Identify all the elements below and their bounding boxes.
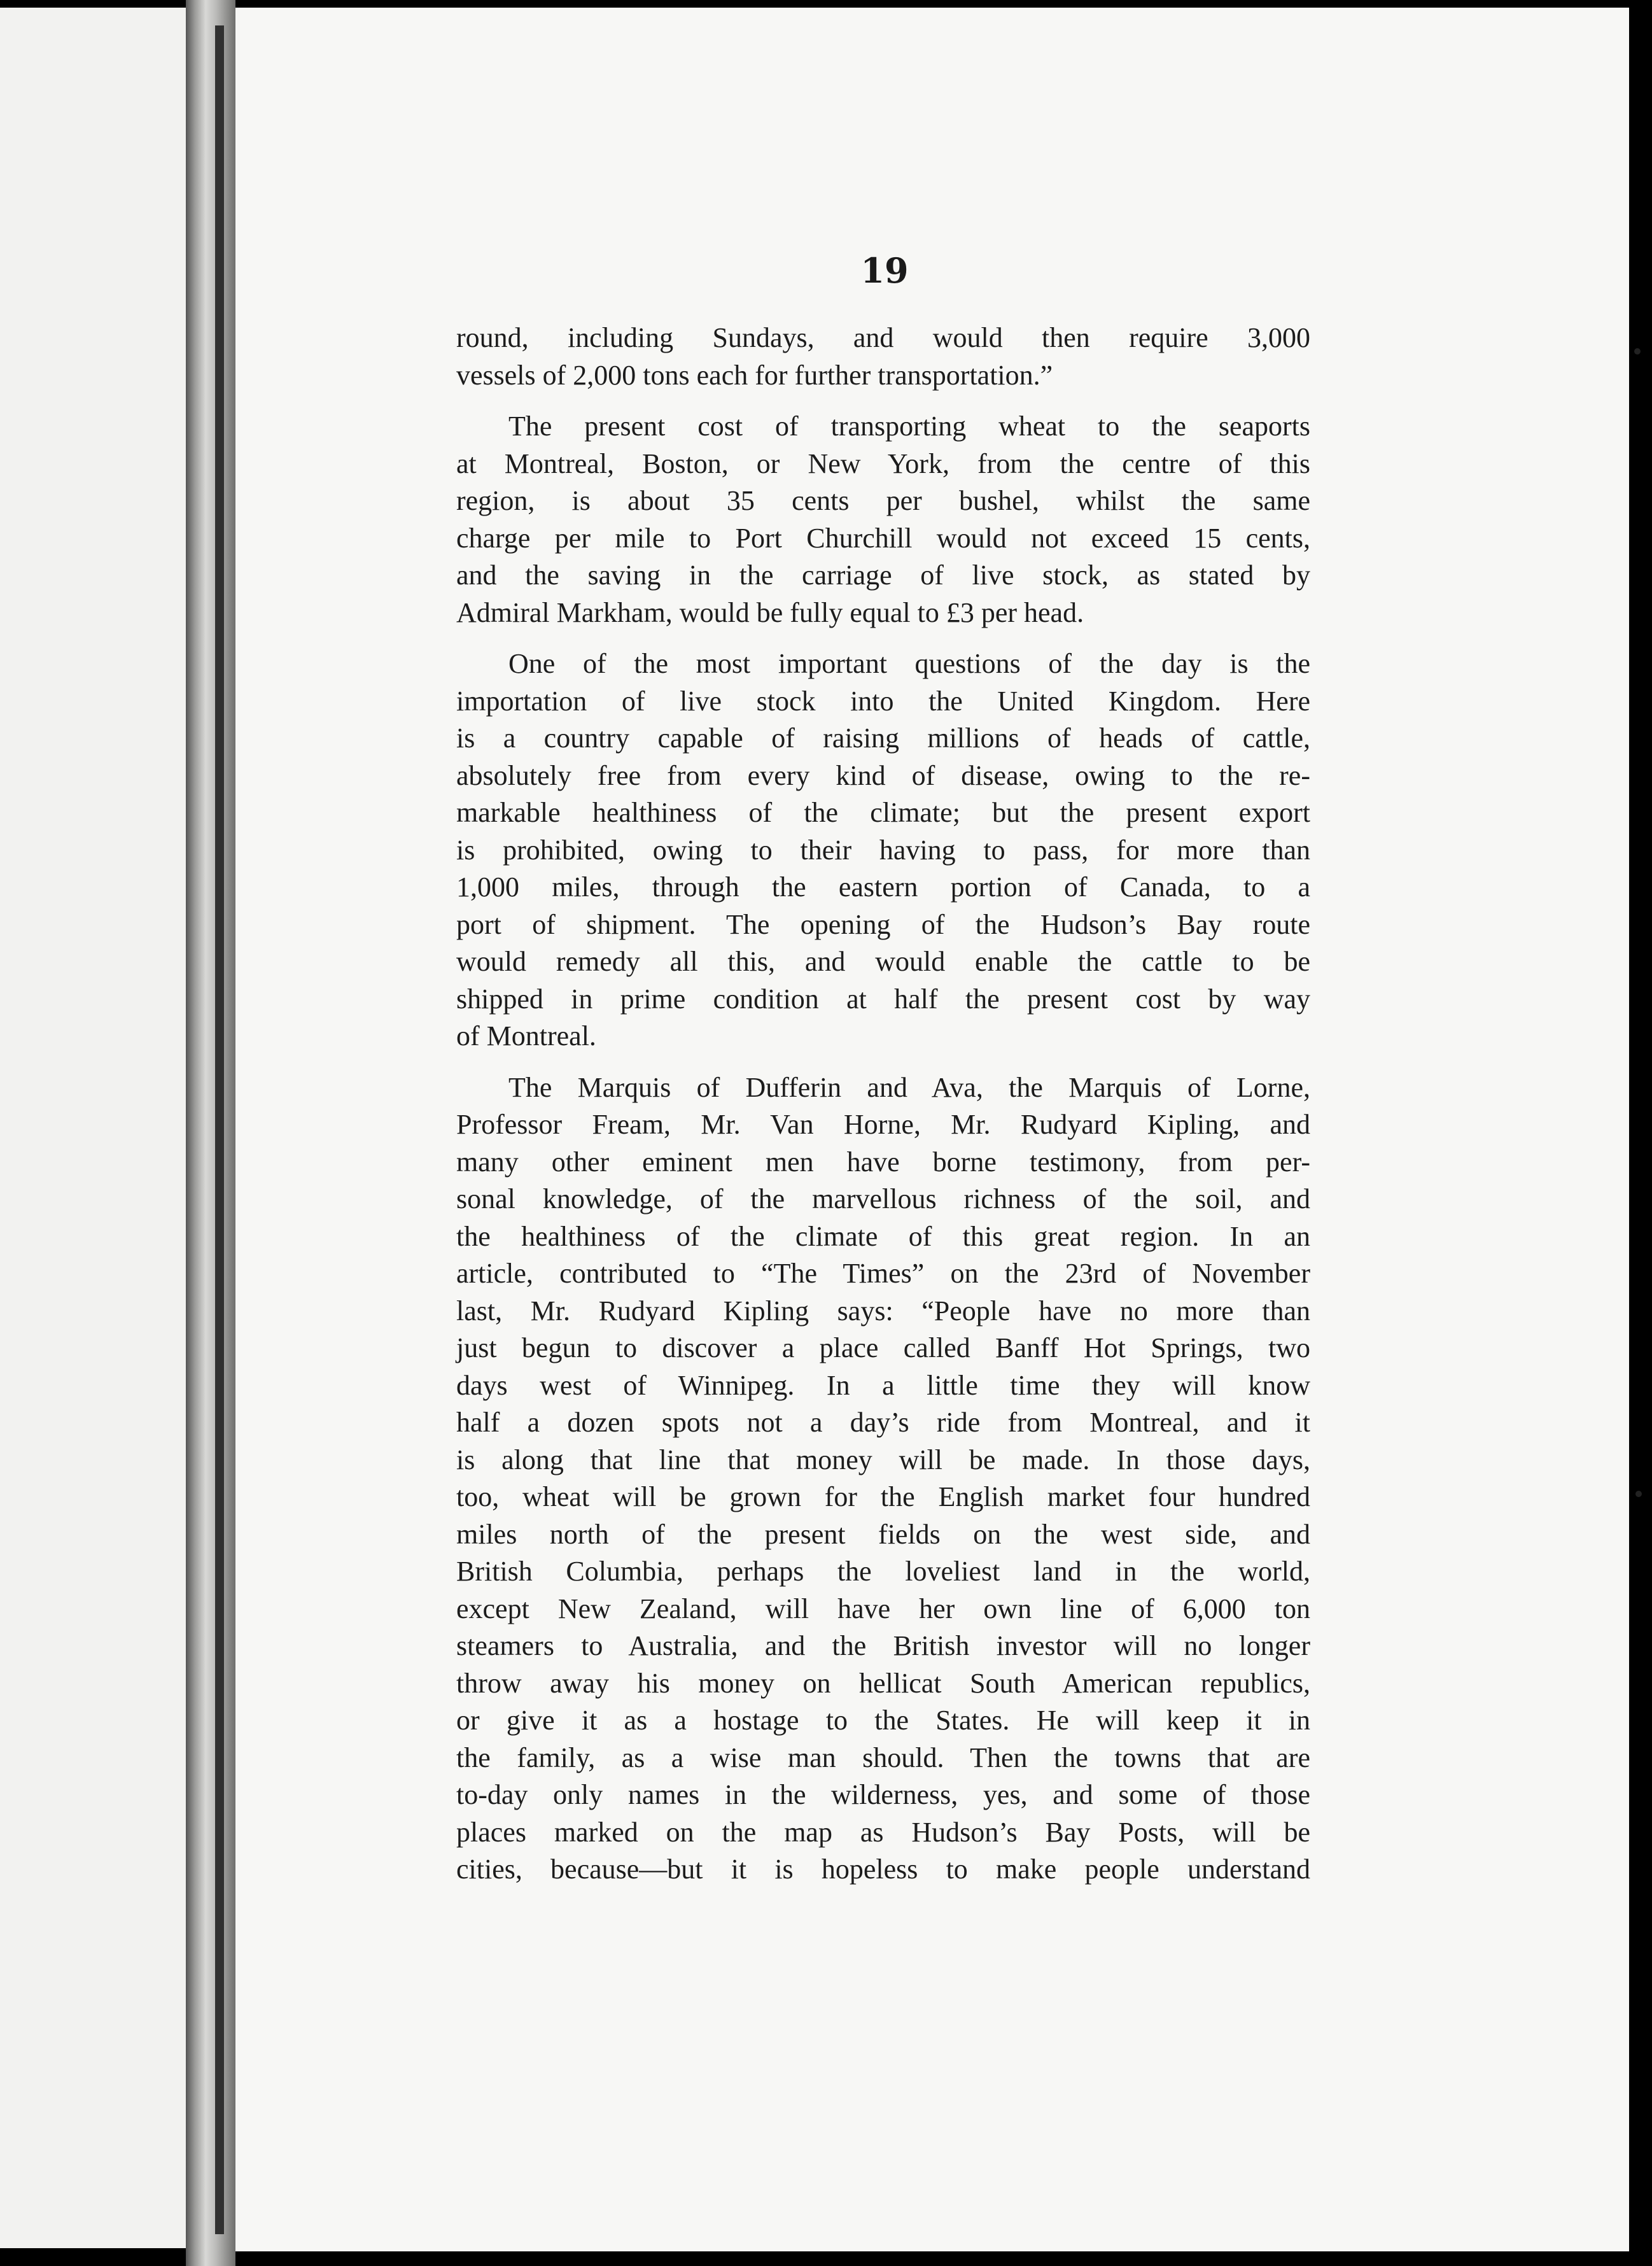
text-line: is a country capable of raising millions of heads of cattle, (456, 722, 1310, 754)
text-line: Professor Fream, Mr. Van Horne, Mr. Rudyard Kipling, and (456, 1109, 1310, 1140)
text-line: throw away his money on hellicat South American republics, (456, 1667, 1310, 1699)
text-line: half a dozen spots not a day’s ride from Montreal, and it (456, 1407, 1310, 1438)
text-line: is prohibited, owing to their having to pass, for more than (456, 834, 1310, 866)
body-text (456, 320, 1310, 1889)
text-line: or give it as a hostage to the States. He will keep it in (456, 1705, 1310, 1736)
page-number: 19 (860, 250, 909, 291)
scan-speck-top (1634, 348, 1641, 355)
paragraph-1 (456, 320, 1310, 394)
text-line: too, wheat will be grown for the English market four hundred (456, 1481, 1310, 1512)
scan-speck-middle (1635, 1491, 1642, 1497)
paragraph-3 (456, 645, 1310, 1055)
binding-shadow (215, 25, 224, 2234)
text-line: The present cost of transporting wheat to the seaports (508, 411, 1310, 442)
text-line: just begun to discover a place called Banff Hot Springs, two (456, 1332, 1310, 1363)
text-line: round, including Sundays, and would then require 3,000 (456, 322, 1310, 353)
text-line: charge per mile to Port Churchill would not exceed 15 cents, (456, 522, 1310, 554)
text-line: would remedy all this, and would enable the cattle to be (456, 946, 1310, 977)
text-line: absolutely free from every kind of disease, owing to the re- (456, 759, 1310, 791)
text-line: markable healthiness of the climate; but the present export (456, 797, 1310, 828)
text-line: Admiral Markham, would be fully equal to £3 per head. (456, 596, 1084, 628)
text-line: places marked on the map as Hudson’s Bay Posts, will be (456, 1816, 1310, 1848)
book-binding (186, 0, 235, 2266)
text-line: of Montreal. (456, 1020, 596, 1052)
text-line: 1,000 miles, through the eastern portion of Canada, to a (456, 871, 1310, 903)
text-line: many other eminent men have borne testimony, from per- (456, 1146, 1310, 1178)
text-line: sonal knowledge, of the marvellous richness of the soil, and (456, 1183, 1310, 1214)
text-line: cities, because—but it is hopeless to make people understand (456, 1854, 1310, 1885)
text-line: the healthiness of the climate of this great region. In an (456, 1220, 1310, 1252)
facing-page-edge (0, 8, 191, 2248)
text-line: miles north of the present fields on the west side, and (456, 1518, 1310, 1550)
paragraph-2 (456, 408, 1310, 631)
text-line: days west of Winnipeg. In a little time they will know (456, 1369, 1310, 1401)
text-line: shipped in prime condition at half the present cost by way (456, 983, 1310, 1015)
text-line: port of shipment. The opening of the Hudson’s Bay route (456, 908, 1310, 940)
text-line: at Montreal, Boston, or New York, from the centre of this (456, 447, 1310, 479)
text-line: vessels of 2,000 tons each for further transportation.” (456, 359, 1053, 391)
text-line: except New Zealand, will have her own line of 6,000 ton (456, 1593, 1310, 1624)
text-line: is along that line that money will be made. In those days, (456, 1444, 1310, 1475)
text-line: region, is about 35 cents per bushel, whilst the same (456, 485, 1310, 516)
text-line: and the saving in the carriage of live stock, as stated by (456, 559, 1310, 591)
text-line: last, Mr. Rudyard Kipling says: “People have no more than (456, 1295, 1310, 1327)
text-line: article, contributed to “The Times” on the 23rd of November (456, 1258, 1310, 1289)
text-line: The Marquis of Dufferin and Ava, the Marquis of Lorne, (508, 1071, 1310, 1103)
text-line: the family, as a wise man should. Then the towns that are (456, 1742, 1310, 1773)
paragraph-4 (456, 1069, 1310, 1889)
text-line: British Columbia, perhaps the loveliest land in the world, (456, 1556, 1310, 1587)
text-line: to-day only names in the wilderness, yes, and some of those (456, 1779, 1310, 1810)
text-line: steamers to Australia, and the British investor will no longer (456, 1630, 1310, 1661)
text-line: importation of live stock into the United Kingdom. Here (456, 685, 1310, 717)
text-line: One of the most important questions of the day is the (508, 648, 1310, 679)
